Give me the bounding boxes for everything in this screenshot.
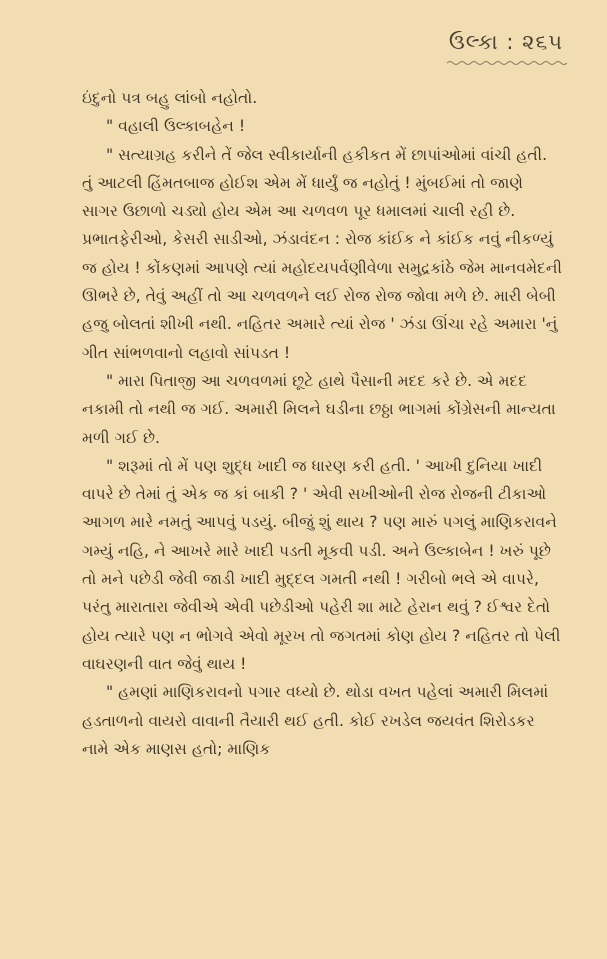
paragraph: " મારા પિતાજી આ ચળવળમાં છૂટે હાથે પૈસાની મદદ કરે છે. એ મદદ નકામી તો નથી જ ગઈ. અમારી મિલને ઘડીના છઠ્ઠા ભાગમાં કોંગ્રેસની માન્યતા મળી ગઈ છે. bbox=[82, 371, 556, 447]
header-ornament-rule bbox=[447, 60, 567, 66]
body-text bbox=[82, 84, 562, 763]
running-header: ઉલ્કા : ૨૬૫ bbox=[448, 30, 563, 54]
paragraph: " શરૂમાં તો મેં પણ શુદ્ધ ખાદી જ ધારણ કરી હતી. ' આખી દુનિયા ખાદી વાપરે છે તેમાં તું એક જ કાં બાકી ? ' એવી સખીઓની રોજ રોજની ટીકાઓ આગળ મારે નમતું આપવું પડયું. બીજું શું થાય ? પણ મારું પગલું માણિકરાવને ગમ્યું નહિ, ને આખરે મારે ખાદી પડતી મૂકવી પડી. અને ઉલ્કાબેન ! ખરું પૂછે તો મને પછેડી જેવી જાડી ખાદી મુદ્દલ ગમતી નથી ! ગરીબો ભલે એ વાપરે, પરંતુ મારાતારા જેવીએ એવી પછેડીઓ પહેરી શા માટે હેરાન થવું ? ઈશ્વર દેતો હોય ત્યારે પણ ન ભોગવે એવો મૂરખ તો જગતમાં કોણ હોય ? નહિતર તો પેલી વાઘરણની વાત જેવું થાય ! bbox=[82, 456, 561, 673]
paragraph: " વહાલી ઉલ્કાબહેન ! bbox=[106, 117, 246, 136]
paragraph: " હમણાં માણિકરાવનો પગાર વધ્યો છે. થોડા વખત પહેલાં અમારી મિલમાં હડતાળનો વાયરો વાવાની તૈયારી થઈ હતી. કોઈ રખડેલ જયવંત શિરોડકર નામે એક માણસ હતો; માણિક bbox=[82, 683, 549, 758]
paragraph: " સત્યાગ્રહ કરીને તેં જેલ સ્વીકાર્યાની હકીકત મેં છાપાંઓમાં વાંચી હતી. તું આટલી હિંમતબાજ હોઈશ એમ મેં ધાર્યું જ નહોતું ! મુંબઈમાં તો જાણે સાગર ઉછાળો ચડ્યો હોય એમ આ ચળવળ પૂર ધમાલમાં ચાલી રહી છે. પ્રભાતફેરીઓ, કેસરી સાડીઓ, ઝંડાવંદન : રોજ કાંઈક ને કાંઈક નવું નીકળ્યું જ હોય ! કોંકણમાં આપણે ત્યાં મહોદયપર્વણીવેળા સમુદ્રકાંઠે જેમ માનવમેદની ઊભરે છે, તેવું અહીં તો આ ચળવળને લઈ રોજ રોજ જોવા મળે છે. મારી બેબી હજુ બોલતાં શીખી નથી. નહિતર અમારે ત્યાં રોજ ' ઝંડા ઊંચા રહે અમારા 'નું ગીત સાંભળવાનો લહાવો સાંપડત ! bbox=[82, 145, 562, 362]
paragraph: ઇંદુનો પત્ર બહુ લાંબો નહોતો. bbox=[82, 89, 258, 107]
